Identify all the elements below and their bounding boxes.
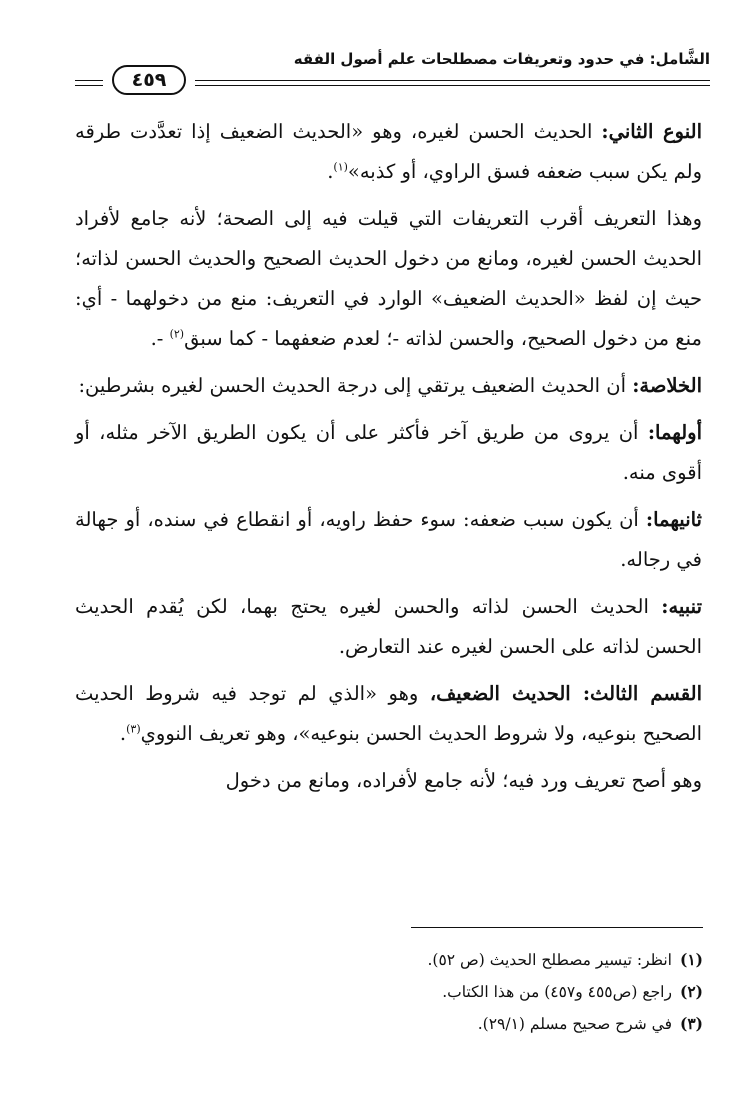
footnote-number: (٣) — [679, 1014, 703, 1033]
page-number-frame — [103, 62, 195, 98]
paragraph-text: وهذا التعريف أقرب التعريفات التي قيلت فيه إلى الصحة؛ لأنه جامع لأفراد الحديث الحسن لغيره، ومانع من دخول الحديث الصحيح والحديث الحسن لذاته؛ حيث إن لفظ «الحديث الضعيف» الوارد في التعريف: منع من دخولهما - أي: منع من دخول الصحيح، والحسن لذاته -؛ لعدم ضعفهما - كما سبق — [75, 207, 702, 350]
paragraph — [75, 366, 702, 406]
paragraph-lead: الخلاصة: — [632, 374, 702, 397]
footnote-number: (٢) — [679, 982, 703, 1001]
footnote-text: راجع (ص٤٥٥ و٤٥٧) من هذا الكتاب. — [442, 983, 672, 1001]
paragraph-lead: القسم الثالث: الحديث الضعيف، — [429, 682, 702, 705]
footnote — [103, 944, 703, 976]
page-number: ٤٥٩ — [112, 65, 187, 95]
footnote — [103, 976, 703, 1008]
paragraph — [75, 413, 702, 493]
paragraph — [75, 761, 702, 801]
footnotes — [103, 944, 703, 1040]
paragraph-lead: تنبيه: — [661, 595, 702, 618]
paragraph-text: وهو «الذي لم توجد فيه شروط الحديث الصحيح بنوعيه، ولا شروط الحديث الحسن بنوعيه»، وهو تعريف النووي — [75, 682, 702, 745]
paragraph — [75, 674, 702, 754]
footnote-ref: (٢) — [169, 327, 185, 341]
paragraph-tail: . — [119, 722, 127, 745]
paragraph-tail: -. — [150, 327, 170, 350]
paragraph-text: الحديث الحسن لذاته والحسن لغيره يحتج بهما، لكن يُقدم الحديث الحسن لذاته على الحسن لغيره عند التعارض. — [75, 595, 702, 658]
main-text — [75, 112, 702, 808]
paragraph-text: الحديث الحسن لغيره، وهو «الحديث الضعيف إذا تعدَّدت طرقه ولم يكن سبب ضعفه فسق الراوي، أو كذبه» — [75, 120, 702, 183]
footnote-separator — [411, 927, 703, 928]
footnote-text: انظر: تيسير مصطلح الحديث (ص ٥٢). — [427, 951, 672, 969]
paragraph-lead: النوع الثاني: — [601, 120, 702, 143]
footnote-ref: (١) — [333, 160, 348, 174]
footnote-text: في شرح صحيح مسلم (٢٩/١). — [477, 1015, 672, 1033]
paragraph — [75, 587, 702, 667]
paragraph-lead: ثانيهما: — [645, 508, 702, 531]
footnote-ref: (٣) — [126, 722, 141, 736]
paragraph-tail: . — [327, 160, 334, 183]
paragraph-text: أن يروى من طريق آخر فأكثر على أن يكون الطريق الآخر مثله، أو أقوى منه. — [75, 421, 702, 484]
paragraph-lead: أولهما: — [647, 421, 702, 444]
paragraph-text: وهو أصح تعريف ورد فيه؛ لأنه جامع لأفراده، ومانع من دخول — [225, 769, 702, 792]
footnote-number: (١) — [679, 950, 703, 969]
running-title: الشَّامل: في حدود وتعريفات مصطلحات علم أصول الفقه — [293, 50, 710, 68]
paragraph-text: أن يكون سبب ضعفه: سوء حفظ راويه، أو انقطاع في سنده، أو جهالة في رجاله. — [75, 508, 702, 571]
paragraph — [75, 500, 702, 580]
paragraph — [75, 112, 702, 192]
page-header — [75, 42, 710, 98]
paragraph-text: أن الحديث الضعيف يرتقي إلى درجة الحديث الحسن لغيره بشرطين: — [78, 374, 633, 397]
footnote — [103, 1008, 703, 1040]
paragraph — [75, 199, 702, 359]
